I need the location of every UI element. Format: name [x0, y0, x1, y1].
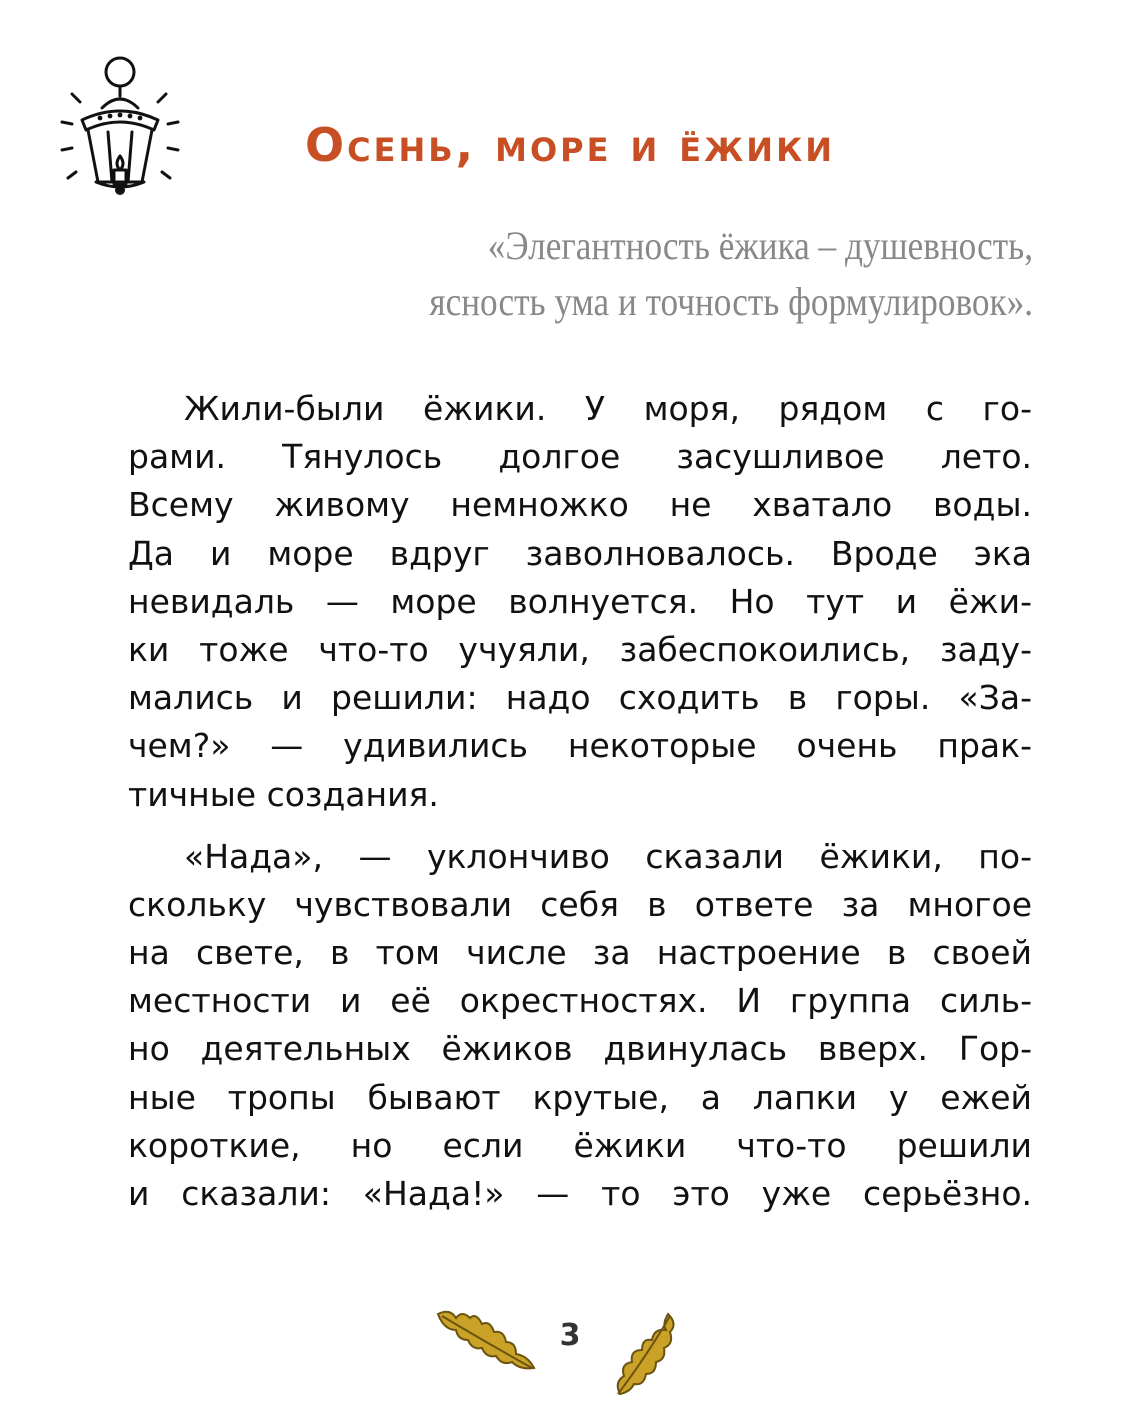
text-line: ные тропы бывают крутые, а лапки у ежей	[128, 1077, 1032, 1117]
epigraph-line: «Элегантность ёжика – душевность,	[487, 223, 1034, 268]
text-line: мались и решили: надо сходить в горы. «За-	[128, 678, 1032, 718]
page-number: 3	[559, 1318, 581, 1353]
text-line: скольку чувствовали себя в ответе за многое	[128, 884, 1032, 924]
text-line: местности и её окрестностях. И группа силь-	[128, 981, 1032, 1021]
text-line: тичные создания.	[128, 774, 439, 814]
text-line: на свете, в том числе за настроение в своей	[128, 933, 1032, 973]
text-line: Да и море вдруг заволновалось. Вроде эка	[128, 533, 1032, 573]
page-title: Осень, море и ёжики	[305, 118, 836, 172]
lantern-icon	[50, 50, 200, 210]
story-text	[128, 385, 1032, 1232]
text-line: невидаль — море волнуется. Но тут и ёжи-	[128, 581, 1032, 621]
text-line: короткие, но если ёжики что-то решили	[128, 1125, 1032, 1165]
oak-leaf-icon	[432, 1304, 542, 1376]
text-line: Жили-были ёжики. У моря, рядом с го-	[184, 389, 1032, 428]
oak-leaf-icon	[604, 1308, 678, 1400]
epigraph	[364, 218, 1033, 330]
text-line: ки тоже что-то учуяли, забеспокоились, заду-	[128, 629, 1032, 669]
text-line: чем?» — удивились некоторые очень прак-	[128, 726, 1032, 766]
text-line: рами. Тянулось долгое засушливое лето.	[128, 437, 1032, 477]
text-line: и сказали: «Нада!» — то это уже серьёзно.	[128, 1174, 1032, 1213]
text-line: «Нада», — уклончиво сказали ёжики, по-	[184, 836, 1032, 876]
paragraph	[128, 833, 1032, 1219]
paragraph	[128, 385, 1032, 819]
text-line: но деятельных ёжиков двинулась вверх. Гор-	[128, 1029, 1032, 1069]
text-line: Всему живому немножко не хватало воды.	[128, 485, 1032, 525]
epigraph-line: ясность ума и точность формулировок».	[429, 279, 1033, 324]
